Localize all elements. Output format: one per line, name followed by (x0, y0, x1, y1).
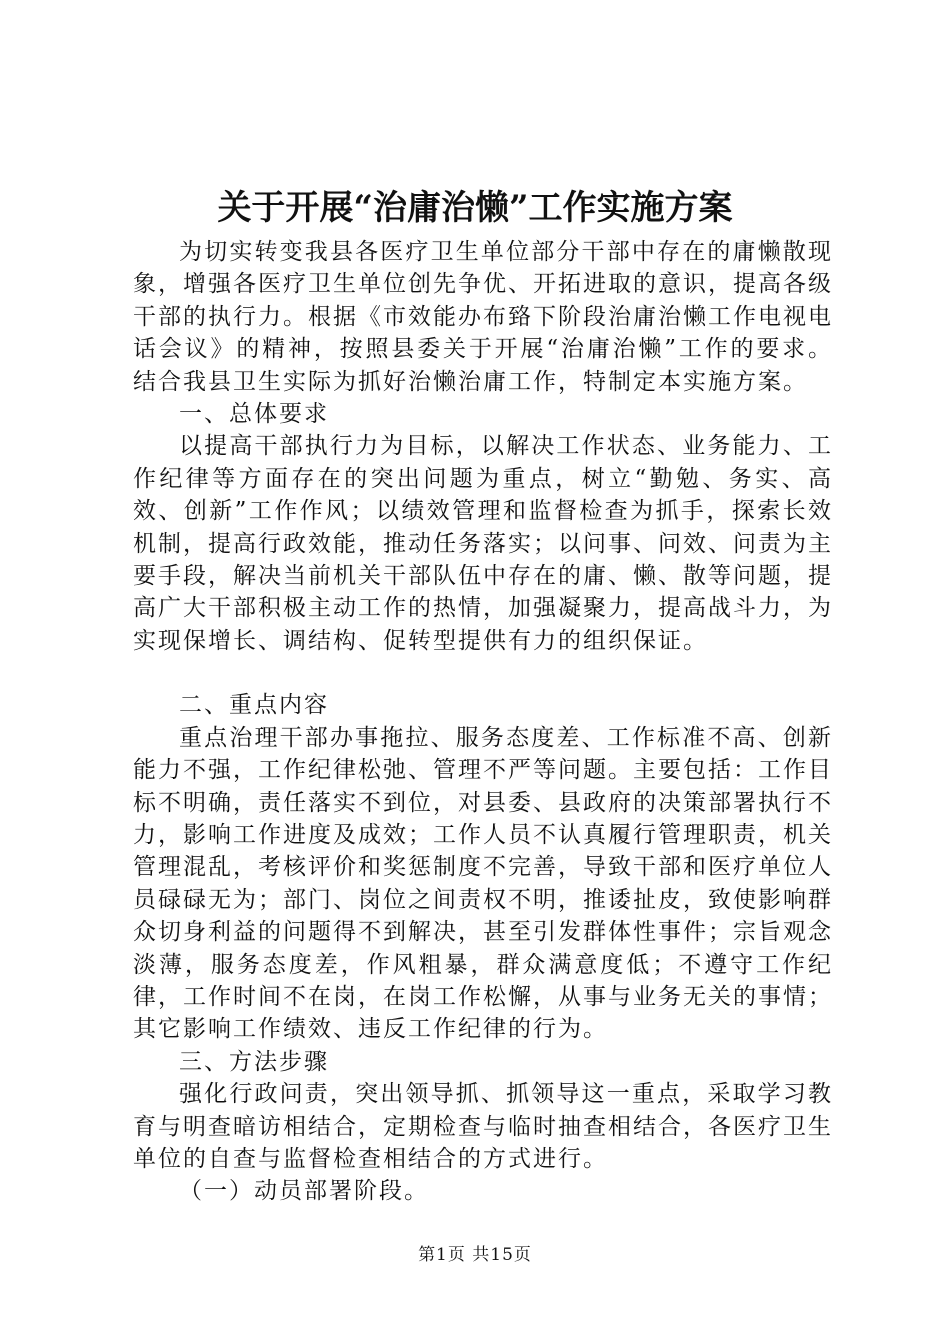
intro-paragraph: 为切实转变我县各医疗卫生单位部分干部中存在的庸懒散现象，增强各医疗卫生单位创先争优、开拓进取的意识，提高各级干部的执行力。根据《市效能办布臵下阶段治庸治懒工作电视电话会议》的精神，按照县委关于开展“治庸治懒”工作的要求。结合我县卫生实际为抓好治懒治庸工作，特制定本实施方案。 (133, 239, 833, 395)
page-number-footer: 第1页 共15页 (418, 1245, 532, 1265)
key-content-paragraph: 重点治理干部办事拖拉、服务态度差、工作标准不高、创新能力不强，工作纪律松弛、管理不严等问题。主要包括：工作目标不明确，责任落实不到位，对县委、县政府的决策部署执行不力，影响工作进度及成效；工作人员不认真履行管理职责，机关管理混乱，考核评价和奖惩制度不完善，导致干部和医疗单位人员碌碌无为；部门、岗位之间责权不明，推诿扯皮，致使影响群众切身利益的问题得不到解决，甚至引发群体性事件；宗旨观念淡薄，服务态度差，作风粗暴，群众满意度低；不遵守工作纪律，工作时间不在岗，在岗工作松懈，从事与业务无关的事情；其它影响工作绩效、违反工作纪律的行为。 (133, 724, 833, 1043)
document-title: 关于开展“治庸治懒”工作实施方案 (217, 188, 733, 228)
general-requirements-paragraph: 以提高干部执行力为目标，以解决工作状态、业务能力、工作纪律等方面存在的突出问题为重点，树立“勤勉、务实、高效、创新”工作作风；以绩效管理和监督检查为抓手，探索长效机制，提高行政效能，推动任务落实；以问事、问效、问责为主要手段，解决当前机关干部队伍中存在的庸、懒、散等问题，提高广大干部积极主动工作的热情，加强凝聚力，提高战斗力，为实现保增长、调结构、促转型提供有力的组织保证。 (133, 433, 833, 654)
methods-steps-paragraph: 强化行政问责，突出领导抓、抓领导这一重点，采取学习教育与明查暗访相结合，定期检查与临时抽查相结合，各医疗卫生单位的自查与监督检查相结合的方式进行。 (133, 1081, 833, 1172)
section-heading-key-content: 二、重点内容 (179, 692, 329, 719)
subsection-heading-mobilization: （一）动员部署阶段。 (179, 1178, 429, 1205)
section-heading-methods-steps: 三、方法步骤 (179, 1048, 329, 1075)
document-body (133, 236, 833, 1208)
section-heading-general-requirements: 一、总体要求 (179, 401, 329, 428)
